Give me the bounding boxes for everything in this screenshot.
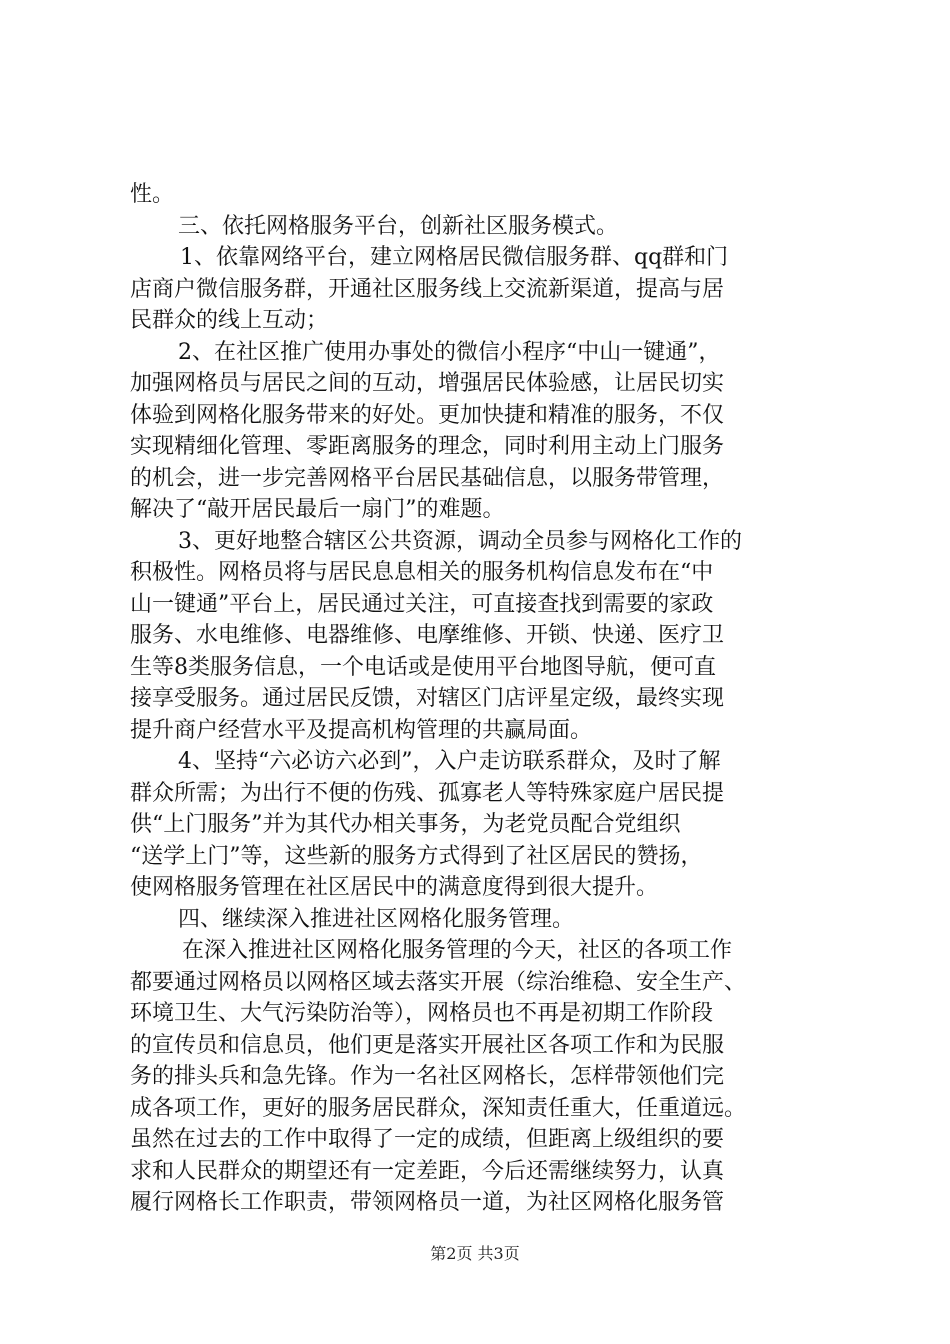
text-line: 加强网格员与居民之间的互动，增强居民体验感，让居民切实: [130, 371, 725, 396]
text-line: 环境卫生、大气污染防治等），网格员也不再是初期工作阶段: [130, 1001, 714, 1026]
text-line: 服务、水电维修、电器维修、电摩维修、开锁、快递、医疗卫: [130, 623, 725, 648]
text-line: 民群众的线上互动；: [130, 308, 329, 333]
text-line: 虽然在过去的工作中取得了一定的成绩，但距离上级组织的要: [130, 1127, 725, 1152]
text-line: 性。: [130, 182, 175, 207]
text-line: 体验到网格化服务带来的好处。更加快捷和精准的服务，不仅: [130, 403, 725, 428]
page-number: 第2页 共3页: [430, 1244, 520, 1263]
text-line: 生等8类服务信息，一个电话或是使用平台地图导航，便可直: [130, 655, 716, 680]
text-line: 2、在社区推广使用办事处的微信小程序“中山一键通”，: [178, 340, 721, 365]
text-line: 提升商户经营水平及提高机构管理的共赢局面。: [130, 718, 593, 743]
text-line: 使网格服务管理在社区居民中的满意度得到很大提升。: [130, 875, 659, 900]
text-line: 群众所需；为出行不便的伤残、孤寡老人等特殊家庭户居民提: [130, 781, 725, 806]
text-line: 店商户微信服务群，开通社区服务线上交流新渠道，提高与居: [130, 277, 725, 302]
text-line: 4、坚持“六必访六必到”，入户走访联系群众，及时了解: [178, 749, 721, 774]
text-line: “送学上门”等，这些新的服务方式得到了社区居民的赞扬，: [130, 844, 703, 869]
text-line: 履行网格长工作职责，带领网格员一道，为社区网格化服务管: [130, 1190, 725, 1215]
text-line: 都要通过网格员以网格区域去落实开展（综治维稳、安全生产、: [130, 970, 747, 995]
text-line: 解决了“敲开居民最后一扇门”的难题。: [130, 497, 505, 522]
text-line: 1、依靠网络平台，建立网格居民微信服务群、qq群和门: [180, 245, 729, 270]
text-line: 接享受服务。通过居民反馈，对辖区门店评星定级，最终实现: [130, 686, 725, 711]
text-line: 3、更好地整合辖区公共资源，调动全员参与网格化工作的: [178, 529, 742, 554]
text-line: 务的排头兵和急先锋。作为一名社区网格长，怎样带领他们完: [130, 1064, 725, 1089]
text-line: 的宣传员和信息员，他们更是落实开展社区各项工作和为民服: [130, 1033, 725, 1058]
text-line: 在深入推进社区网格化服务管理的今天，社区的各项工作: [182, 938, 733, 963]
text-line: 山一键通”平台上，居民通过关注，可直接查找到需要的家政: [130, 592, 714, 617]
text-line: 供“上门服务”并为其代办相关事务，为老党员配合党组织: [130, 812, 681, 837]
text-line: 的机会，进一步完善网格平台居民基础信息，以服务带管理，: [130, 466, 725, 491]
text-line: 求和人民群众的期望还有一定差距，今后还需继续努力，认真: [130, 1159, 725, 1184]
section-heading: 四、继续深入推进社区网格化服务管理。: [178, 907, 575, 932]
section-heading: 三、依托网格服务平台，创新社区服务模式。: [178, 214, 619, 239]
text-line: 实现精细化管理、零距离服务的理念，同时利用主动上门服务: [130, 434, 725, 459]
text-line: 成各项工作，更好的服务居民群众，深知责任重大，任重道远。: [130, 1096, 747, 1121]
text-line: 积极性。网格员将与居民息息相关的服务机构信息发布在“中: [130, 560, 714, 585]
